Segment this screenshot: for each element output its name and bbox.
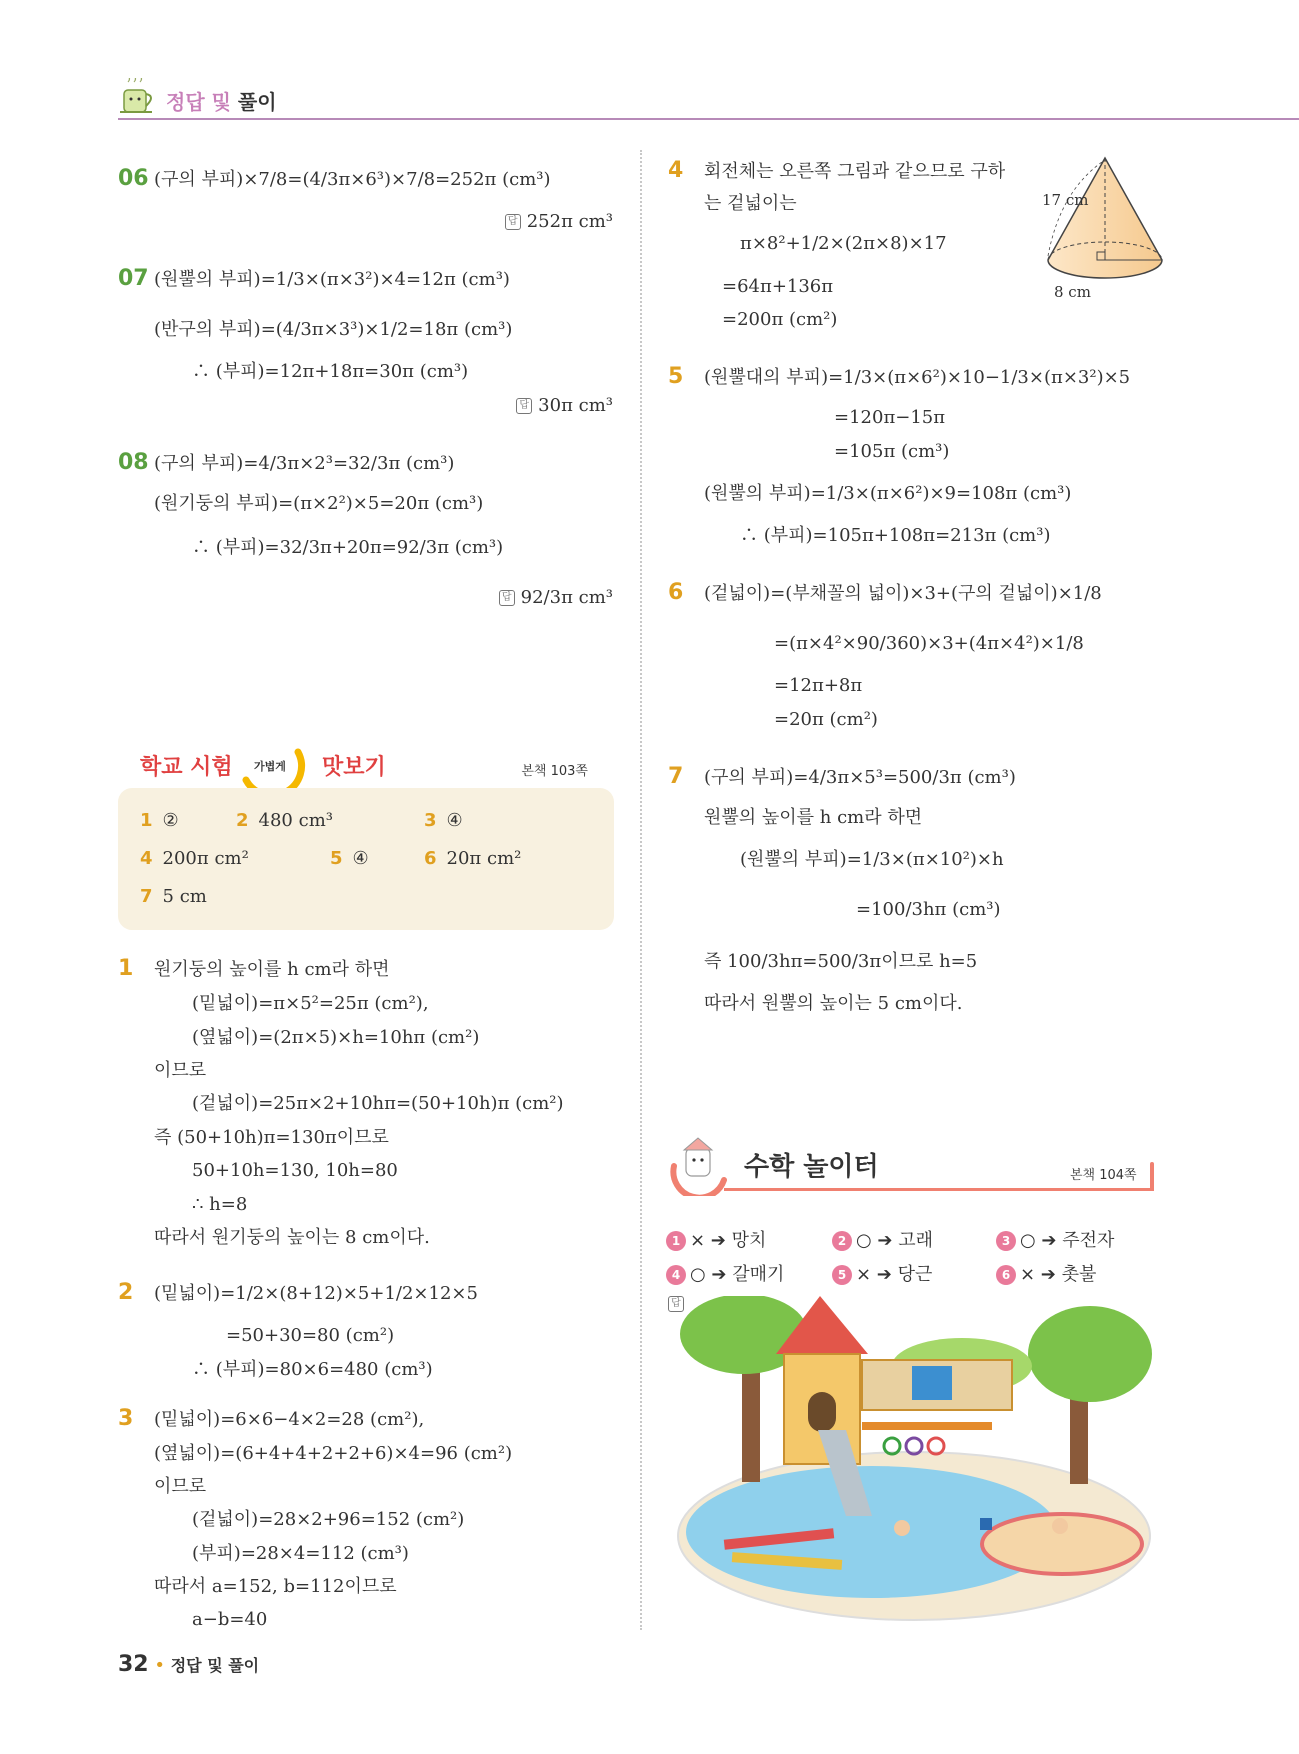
solution-2-line: ∴ (부피)=80×6=480 (cm³)	[192, 1359, 433, 1380]
solution-3-line: (옆넓이)=(6+4+4+2+2+6)×4=96 (cm²)	[154, 1443, 513, 1464]
solution-1-line: 즉 (50+10h)π=130π이므로	[154, 1127, 389, 1148]
quick-ref: 본책 103쪽	[521, 764, 588, 779]
solution-5-line: (원뿔의 부피)=1/3×(π×6²)×9=108π (cm³)	[704, 483, 1072, 504]
quick-title-a: 학교 시험	[140, 755, 233, 780]
quick-title-b: 맛보기	[322, 755, 386, 780]
quick-item-4: 4 200π cm²	[140, 848, 249, 869]
solution-1-line: 50+10h=130, 10h=80	[192, 1160, 398, 1181]
solution-7-line: (구의 부피)=4/3π×5³=500/3π (cm³)	[704, 767, 1016, 788]
solution-3-line: (밑넓이)=6×6−4×2=28 (cm²),	[154, 1409, 425, 1430]
solution-4-line: =64π+136π	[722, 276, 834, 297]
quick-item-7: 7 5 cm	[140, 886, 207, 907]
solution-7-line: 따라서 원뿔의 높이는 5 cm이다.	[704, 993, 963, 1014]
problem-07-line3: ∴ (부피)=12π+18π=30π (cm³)	[192, 361, 469, 382]
solution-3-number: 3	[118, 1406, 134, 1431]
header-rule	[118, 118, 1299, 120]
play-header	[664, 1136, 1164, 1198]
solution-5-line: =120π−15π	[834, 407, 946, 428]
problem-07-line2: (반구의 부피)=(4/3π×3³)×1/2=18π (cm³)	[154, 319, 513, 340]
cone-radius-label: 8 cm	[1054, 283, 1091, 301]
solution-2-number: 2	[118, 1280, 134, 1305]
answer-mark-icon: 답	[505, 214, 521, 230]
footer-dot: •	[154, 1655, 165, 1676]
answer-mark-icon: 답	[516, 398, 532, 414]
answer-mark-icon: 답	[499, 590, 515, 606]
quick-item-1: 1 ②	[140, 810, 179, 831]
problem-06-line1: (구의 부피)×7/8=(4/3π×6³)×7/8=252π (cm³)	[154, 169, 551, 190]
play-answer-mark-icon: 답	[668, 1296, 684, 1312]
solution-6-line: =12π+8π	[774, 675, 863, 696]
quick-title	[140, 746, 600, 786]
cone-figure	[1030, 152, 1170, 302]
quick-item-2: 2 480 cm³	[236, 810, 333, 831]
solution-7-line: 원뿔의 높이를 h cm라 하면	[704, 807, 923, 828]
problem-07-line1: (원뿔의 부피)=1/3×(π×3²)×4=12π (cm³)	[154, 269, 510, 290]
play-title: 수학 놀이터	[744, 1152, 879, 1182]
solution-1-number: 1	[118, 956, 134, 981]
play-underline	[724, 1188, 1154, 1191]
play-item-1: 1 × ➔ 망치	[666, 1226, 766, 1252]
solution-4-line: =200π (cm²)	[722, 309, 838, 330]
header-title-b: 및	[211, 90, 231, 114]
problem-08-line1: (구의 부피)=4/3π×2³=32/3π (cm³)	[154, 453, 455, 474]
problem-06-answer-text: 252π cm³	[526, 211, 613, 232]
problem-08-answer-text: 92/3π cm³	[520, 587, 613, 608]
solution-6-line: (겉넓이)=(부채꼴의 넓이)×3+(구의 겉넓이)×1/8	[704, 583, 1102, 604]
quick-badge: 가볍게	[254, 760, 286, 773]
quick-item-3: 3 ④	[424, 810, 463, 831]
play-item-6: 6 × ➔ 촛불	[996, 1260, 1096, 1286]
problem-07-answer-text: 30π cm³	[538, 395, 613, 416]
solution-2-line: =50+30=80 (cm²)	[226, 1325, 395, 1346]
problem-08-line2: (원기둥의 부피)=(π×2²)×5=20π (cm³)	[154, 493, 484, 514]
header-title-a: 정답	[166, 90, 205, 114]
solution-6-number: 6	[668, 580, 684, 605]
play-tail	[1150, 1162, 1154, 1191]
solution-1-line: 따라서 원기둥의 높이는 8 cm이다.	[154, 1227, 430, 1248]
header	[118, 78, 418, 118]
page-number: 32	[118, 1652, 149, 1677]
playground-illustration	[672, 1296, 1156, 1626]
problem-06-answer	[505, 210, 613, 234]
footer-title: 정답 및 풀이	[170, 1656, 260, 1675]
solution-4-line: π×8²+1/2×(2π×8)×17	[740, 233, 947, 254]
solution-5-line: ∴ (부피)=105π+108π=213π (cm³)	[740, 525, 1051, 546]
solution-1-line: ∴ h=8	[192, 1194, 248, 1215]
solution-7-line: 즉 100/3hπ=500/3π이므로 h=5	[704, 951, 978, 972]
cone-slant-label: 17 cm	[1042, 191, 1089, 209]
solution-4-number: 4	[668, 158, 684, 183]
solution-4-line: 는 겉넓이는	[704, 193, 797, 214]
solution-7-line: =100/3hπ (cm³)	[856, 899, 1001, 920]
play-ref: 본책 104쪽	[1070, 1168, 1137, 1183]
quick-item-6: 6 20π cm²	[424, 848, 522, 869]
solution-5-number: 5	[668, 364, 684, 389]
problem-08-line3: ∴ (부피)=32/3π+20π=92/3π (cm³)	[192, 537, 504, 558]
solution-3-line: a−b=40	[192, 1609, 268, 1630]
solution-1-line: (밑넓이)=π×5²=25π (cm²),	[192, 993, 429, 1014]
quick-item-5: 5 ④	[330, 848, 369, 869]
cup-icon	[118, 78, 160, 118]
solution-5-line: (원뿔대의 부피)=1/3×(π×6²)×10−1/3×(π×3²)×5	[704, 367, 1131, 388]
solution-3-line: (겉넓이)=28×2+96=152 (cm²)	[192, 1509, 465, 1530]
play-item-2: 2 ○ ➔ 고래	[832, 1226, 933, 1252]
play-item-5: 5 × ➔ 당근	[832, 1260, 932, 1286]
header-title-c: 풀이	[237, 90, 277, 114]
solution-7-line: (원뿔의 부피)=1/3×(π×10²)×h	[740, 849, 1004, 870]
quick-answer-box	[118, 788, 614, 930]
problem-08-answer	[499, 586, 613, 610]
solution-3-line: 따라서 a=152, b=112이므로	[154, 1576, 397, 1597]
solution-2-line: (밑넓이)=1/2×(8+12)×5+1/2×12×5	[154, 1283, 478, 1304]
solution-6-line: =(π×4²×90/360)×3+(4π×4²)×1/8	[774, 633, 1084, 654]
problem-07-answer	[516, 394, 613, 418]
solution-7-number: 7	[668, 764, 684, 789]
playground-mascot-icon	[664, 1136, 734, 1196]
solution-1-line: 원기둥의 높이를 h cm라 하면	[154, 959, 390, 980]
solution-1-line: 이므로	[154, 1060, 207, 1081]
problem-06-number: 06	[118, 166, 149, 191]
footer	[118, 1652, 259, 1677]
problem-07-number: 07	[118, 266, 149, 291]
solution-1-line: (옆넓이)=(2π×5)×h=10hπ (cm²)	[192, 1027, 480, 1048]
solution-4-line: 회전체는 오른쪽 그림과 같으므로 구하	[704, 161, 1006, 182]
solution-5-line: =105π (cm³)	[834, 441, 950, 462]
play-item-3: 3 ○ ➔ 주전자	[996, 1226, 1114, 1252]
solution-1-line: (겉넓이)=25π×2+10hπ=(50+10h)π (cm²)	[192, 1093, 564, 1114]
column-divider	[640, 150, 642, 1630]
solution-6-line: =20π (cm²)	[774, 709, 878, 730]
play-item-4: 4 ○ ➔ 갈매기	[666, 1260, 784, 1286]
solution-3-line: (부피)=28×4=112 (cm³)	[192, 1543, 409, 1564]
problem-08-number: 08	[118, 450, 149, 475]
solution-3-line: 이므로	[154, 1476, 207, 1497]
